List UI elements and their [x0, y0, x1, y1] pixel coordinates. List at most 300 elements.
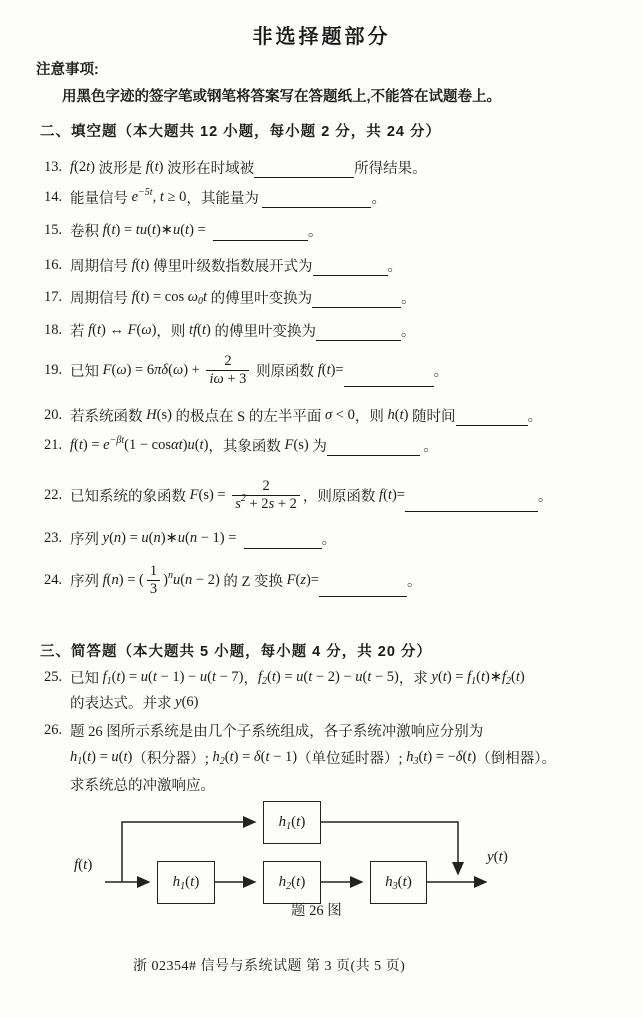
question-15-number: 15.	[44, 222, 63, 238]
math-segment: − 7)	[215, 669, 244, 685]
math-segment: F	[102, 361, 112, 378]
math-segment: (	[106, 571, 112, 588]
math-segment: n	[111, 571, 119, 588]
text-segment: 的傅里叶变换为	[210, 324, 316, 340]
question-20	[44, 405, 542, 426]
math-segment: n	[153, 530, 161, 546]
math-segment: tu	[135, 222, 148, 238]
math-segment: h	[278, 874, 287, 890]
math-segment: − 2)	[192, 571, 220, 588]
blank-underline	[244, 533, 322, 549]
math-segment: t	[498, 849, 503, 865]
math-segment: ) = (	[118, 571, 144, 588]
math-segment: y	[431, 669, 438, 685]
math-segment: f	[501, 669, 506, 685]
math-segment: (	[111, 669, 117, 685]
text-segment: 的极点在 S 的左半平面	[171, 409, 325, 425]
math-segment: t	[203, 289, 208, 305]
subscript: 2	[286, 881, 292, 892]
math-segment: t	[308, 669, 313, 685]
text-segment: 的 Z 变换	[219, 573, 287, 590]
text-segment: （倒相器）。	[476, 751, 556, 767]
subscript: 0	[198, 296, 203, 307]
fraction-numerator	[221, 353, 234, 370]
math-segment: (	[148, 530, 154, 546]
math-segment: u	[140, 669, 149, 685]
block-h2	[263, 861, 321, 904]
math-segment: u	[296, 669, 304, 685]
math-segment: 2	[262, 477, 270, 494]
math-segment: δ	[455, 749, 463, 765]
math-segment: t	[480, 669, 485, 685]
question-22	[44, 472, 552, 518]
math-segment: )	[87, 857, 93, 873]
math-segment: h	[70, 749, 78, 765]
text-segment: ，则原函数	[302, 488, 380, 505]
question-18-text	[70, 320, 415, 341]
question-17-number: 17.	[44, 289, 63, 305]
superscript: −βt	[109, 435, 125, 446]
question-17	[44, 287, 416, 308]
question-20-text	[70, 405, 542, 426]
question-19	[44, 348, 448, 392]
math-segment: )	[205, 322, 211, 338]
math-segment: (	[180, 222, 186, 238]
math-segment: t	[326, 361, 331, 378]
math-segment: ) =	[121, 530, 142, 546]
math-segment: (	[462, 749, 468, 765]
math-segment: f	[131, 289, 136, 305]
math-segment: z	[300, 571, 307, 588]
math-segment: t	[199, 437, 204, 453]
math-segment: + 2	[274, 495, 297, 512]
math-segment: − 5)	[371, 669, 399, 685]
fraction	[147, 563, 160, 597]
math-segment: πδ	[154, 361, 169, 378]
math-segment: (	[418, 749, 424, 765]
question-14	[44, 187, 386, 208]
text-segment: 波形在时域被	[163, 161, 255, 177]
blank-underline	[344, 371, 434, 387]
math-segment: t	[151, 222, 156, 238]
math-segment: f	[467, 669, 472, 685]
subscript: 2	[262, 676, 268, 687]
subscript: 3	[413, 756, 419, 767]
math-segment: f	[102, 571, 107, 588]
math-segment: )=	[306, 571, 320, 588]
math-segment: h	[406, 749, 414, 765]
math-segment: t	[423, 749, 428, 765]
math-segment: )	[519, 669, 525, 685]
math-segment: )	[300, 814, 306, 830]
math-segment: t	[140, 289, 145, 305]
math-segment: H	[146, 407, 157, 423]
question-23-text	[70, 528, 336, 549]
math-segment: (	[148, 669, 153, 685]
question-23	[44, 528, 336, 549]
fraction-denominator	[232, 495, 300, 513]
math-segment: t	[190, 874, 195, 890]
math-segment: u	[355, 669, 363, 685]
math-segment: ) ↔	[101, 322, 128, 338]
math-segment: ) = −	[427, 749, 456, 765]
question-25-number: 25.	[44, 669, 63, 685]
math-segment: (s)	[293, 437, 309, 453]
math-segment: , t	[152, 189, 164, 205]
math-segment: (	[74, 437, 79, 453]
text-segment: 。	[537, 488, 553, 505]
subscript: 1	[180, 881, 186, 892]
math-segment: − 1) =	[197, 530, 244, 546]
question-24-text	[70, 563, 422, 597]
math-segment: (	[383, 486, 388, 503]
text-segment: 若	[70, 324, 89, 340]
math-segment: (2	[74, 159, 87, 175]
question-24-number: 24.	[44, 571, 63, 588]
math-segment: )	[300, 874, 306, 890]
math-segment: t	[265, 749, 270, 765]
text-segment: 则原函数	[252, 363, 318, 380]
superscript: −5t	[138, 187, 153, 198]
math-segment: u	[172, 571, 181, 588]
text-segment: 周期信号	[70, 259, 132, 275]
math-segment: s	[268, 495, 275, 512]
fraction	[206, 353, 249, 387]
text-segment: 求系统总的冲激响应。	[70, 778, 215, 794]
question-16-text	[70, 255, 402, 276]
math-segment: (	[194, 437, 200, 453]
question-21	[44, 435, 438, 456]
question-16-number: 16.	[44, 257, 63, 273]
blank-underline	[327, 440, 420, 456]
math-segment: )	[90, 159, 95, 175]
math-segment: f	[70, 437, 75, 453]
math-segment: (	[78, 857, 84, 873]
math-segment: y	[487, 849, 494, 865]
math-segment: (	[197, 322, 202, 338]
math-segment: s	[235, 495, 241, 512]
math-segment: (	[185, 530, 190, 546]
math-segment: ) =	[115, 222, 136, 238]
blank-underline	[456, 410, 528, 426]
math-segment: )	[406, 874, 412, 890]
math-segment: t	[123, 749, 128, 765]
fraction-numerator	[147, 563, 160, 580]
text-segment: ，则	[354, 409, 388, 425]
page-footer: 浙 02354# 信号与系统试题 第 3 页(共 5 页)	[133, 959, 406, 974]
math-segment: t	[140, 257, 145, 273]
text-segment: 。	[401, 291, 416, 307]
math-segment: t	[442, 669, 447, 685]
diagram-caption: 题 26 图	[291, 903, 342, 919]
math-segment: )∗	[160, 530, 178, 546]
math-segment: h	[385, 874, 393, 890]
math-segment: (6)	[181, 694, 199, 710]
math-segment: F	[284, 437, 294, 453]
text-segment: 傅里叶级数指数展开式为	[149, 259, 313, 275]
math-segment: (	[111, 361, 117, 378]
math-segment: h	[278, 814, 287, 830]
math-segment: (	[260, 749, 266, 765]
math-segment: e	[103, 437, 110, 453]
question-22-number: 22.	[44, 486, 63, 503]
fraction-denominator	[147, 580, 160, 598]
math-segment: ≥ 0	[163, 189, 187, 205]
math-segment: t	[211, 669, 216, 685]
question-18-number: 18.	[44, 322, 63, 338]
text-segment: 。	[433, 363, 449, 380]
diagram-input-label	[74, 857, 92, 874]
text-segment: 序列	[70, 532, 103, 548]
fraction	[232, 478, 300, 512]
question-15-text	[70, 220, 322, 241]
math-segment: (	[224, 749, 230, 765]
text-segment: ，	[243, 671, 258, 687]
math-segment: t	[116, 669, 121, 685]
math-segment: )	[158, 159, 164, 175]
text-segment: 已知系统的象函数	[70, 488, 190, 505]
text-segment: 的傅里叶变换为	[207, 291, 313, 307]
math-segment: u	[177, 530, 185, 546]
math-segment: f	[102, 222, 107, 238]
question-21-number: 21.	[44, 437, 63, 453]
math-segment: (	[476, 669, 481, 685]
math-segment: (s)	[156, 407, 172, 423]
math-segment: F	[286, 571, 296, 588]
math-segment: )	[502, 849, 508, 865]
question-17-text	[70, 287, 416, 308]
question-14-number: 14.	[44, 189, 63, 205]
question-26-text-line3	[70, 774, 215, 795]
math-segment: )	[144, 257, 150, 273]
math-segment: ω	[141, 322, 152, 338]
math-segment: n	[185, 571, 193, 588]
math-segment: F	[189, 486, 199, 503]
text-segment: 随时间	[408, 409, 456, 425]
math-segment: f	[317, 361, 322, 378]
text-segment: 为	[308, 439, 327, 455]
question-26-text-line2	[70, 747, 556, 768]
math-segment: )	[182, 437, 188, 453]
math-segment: ) =	[189, 222, 213, 238]
diagram-output-label	[487, 849, 508, 866]
math-segment: t	[152, 669, 157, 685]
math-segment: (	[149, 159, 155, 175]
math-segment: u	[187, 437, 195, 453]
math-segment: )	[127, 749, 133, 765]
question-22-text	[70, 478, 552, 512]
text-segment: 若系统函数	[70, 409, 147, 425]
question-21-text	[70, 435, 438, 456]
math-segment: t	[467, 749, 472, 765]
math-segment: F	[127, 322, 137, 338]
math-segment: − 1) −	[156, 669, 200, 685]
math-segment: δ	[253, 749, 261, 765]
math-segment: (	[207, 669, 212, 685]
blank-underline	[262, 192, 371, 208]
math-segment: )	[151, 322, 157, 338]
math-segment: t	[111, 222, 116, 238]
math-segment: t	[97, 322, 102, 338]
question-13-text	[70, 157, 427, 178]
math-segment: ) =	[233, 749, 254, 765]
question-14-text	[70, 187, 386, 208]
math-segment: (1 − cos	[124, 437, 171, 453]
question-25-continued	[70, 692, 198, 713]
math-segment: f	[145, 159, 150, 175]
question-16	[44, 255, 402, 276]
math-segment: t	[154, 159, 159, 175]
math-segment: h	[212, 749, 220, 765]
subscript: 1	[286, 821, 292, 832]
text-segment: 。	[307, 224, 323, 240]
math-segment: u	[111, 749, 119, 765]
math-segment: ) =	[82, 437, 104, 453]
math-segment: (	[295, 571, 301, 588]
math-segment: ) = 6	[126, 361, 155, 378]
math-segment: (	[180, 571, 186, 588]
math-segment: y	[175, 694, 182, 710]
math-segment: u	[141, 530, 149, 546]
math-segment: (	[493, 849, 499, 865]
math-segment: (	[118, 749, 124, 765]
subscript: 2	[219, 756, 225, 767]
question-13-number: 13.	[44, 159, 63, 175]
section-2-heading: 二、填空题（本大题共 12 小题，每小题 2 分，共 24 分）	[40, 124, 441, 140]
math-segment: n	[189, 530, 198, 546]
text-segment: 能量信号	[70, 191, 132, 207]
blank-underline	[313, 260, 388, 276]
question-24	[44, 557, 422, 603]
math-segment: u	[172, 222, 181, 238]
math-segment: (	[291, 814, 297, 830]
math-segment: (	[291, 874, 297, 890]
math-segment: t	[86, 159, 91, 175]
math-segment: (	[362, 669, 368, 685]
math-segment: e	[131, 189, 139, 205]
blank-underline	[213, 225, 308, 241]
math-segment: ω	[184, 289, 198, 305]
math-segment: (	[147, 222, 152, 238]
subscript: 1	[106, 676, 112, 687]
math-segment: ω	[172, 361, 184, 378]
math-segment: f	[379, 486, 384, 503]
math-segment: (	[136, 322, 142, 338]
math-segment: t	[78, 437, 83, 453]
math-segment: t	[296, 874, 301, 890]
math-segment: ) +	[183, 361, 204, 378]
math-segment: )	[403, 407, 409, 423]
math-segment: (	[106, 222, 112, 238]
question-25-text-line2	[70, 692, 198, 713]
question-26	[44, 720, 483, 741]
math-segment: t	[87, 749, 92, 765]
math-segment: f	[74, 857, 79, 873]
math-segment: u	[199, 669, 208, 685]
math-segment: − 1)	[269, 749, 298, 765]
text-segment: 序列	[70, 573, 103, 590]
subscript: 1	[471, 676, 477, 687]
math-segment: ) =	[91, 749, 112, 765]
text-segment: 已知	[70, 671, 103, 687]
math-segment: t	[367, 669, 372, 685]
math-segment: )=	[391, 486, 405, 503]
text-segment: 。	[419, 439, 438, 455]
math-segment: + 2	[245, 495, 269, 512]
math-segment: f	[102, 669, 107, 685]
text-segment: 。	[527, 409, 543, 425]
text-segment: ，求	[398, 671, 432, 687]
superscript: n	[167, 569, 173, 581]
fraction-numerator	[259, 478, 272, 495]
math-segment: h	[172, 874, 181, 890]
blank-underline	[319, 581, 407, 597]
text-segment: ，其象函数	[208, 439, 285, 455]
math-segment: tf	[189, 322, 198, 338]
math-segment: − 2) −	[312, 669, 356, 685]
math-segment: n	[113, 530, 122, 546]
fraction-denominator	[206, 370, 249, 388]
math-segment: ) =	[275, 669, 297, 685]
text-segment: 波形是	[95, 161, 146, 177]
blank-underline	[312, 292, 401, 308]
math-segment: (	[135, 289, 141, 305]
math-segment: 2	[224, 352, 232, 369]
math-segment: f	[88, 322, 93, 338]
math-segment: (	[92, 322, 97, 338]
math-segment: t	[185, 222, 190, 238]
math-segment: )	[471, 749, 477, 765]
subscript: 2	[506, 676, 511, 687]
question-26-block-diagram	[0, 795, 643, 945]
blank-underline	[405, 496, 538, 512]
diagram-lines	[0, 795, 643, 945]
question-26-number: 26.	[44, 722, 63, 738]
question-25	[44, 667, 525, 688]
math-segment: 1	[149, 562, 158, 579]
question-26-text-line1	[70, 720, 483, 741]
math-segment: )=	[330, 361, 344, 378]
math-segment: )	[163, 571, 168, 588]
math-segment: < 0	[332, 407, 355, 423]
text-segment: 题 26 图所示系统是由几个子系统组成，各子系统冲激响应分别为	[70, 724, 484, 740]
math-segment: (	[321, 361, 327, 378]
text-segment: 已知	[70, 363, 103, 380]
question-19-number: 19.	[44, 361, 63, 378]
math-segment: (	[267, 669, 272, 685]
math-segment: (s) =	[198, 486, 230, 503]
math-segment: (	[397, 874, 403, 890]
math-segment: (	[82, 749, 88, 765]
math-segment: (	[185, 874, 191, 890]
math-segment: f	[131, 257, 136, 273]
math-segment: iω	[209, 370, 224, 387]
text-segment: 。	[371, 191, 386, 207]
math-segment: t	[402, 874, 407, 890]
math-segment: t	[271, 669, 276, 685]
math-segment: (	[168, 361, 173, 378]
math-segment: (	[135, 257, 141, 273]
text-segment: 。	[387, 259, 402, 275]
question-26-continued	[70, 747, 556, 768]
math-segment: t	[399, 407, 404, 423]
block-h1-bottom	[157, 861, 215, 904]
math-segment: αt	[170, 437, 183, 453]
question-23-number: 23.	[44, 530, 63, 546]
question-13	[44, 157, 427, 178]
math-segment: f	[258, 669, 263, 685]
question-18	[44, 320, 415, 341]
